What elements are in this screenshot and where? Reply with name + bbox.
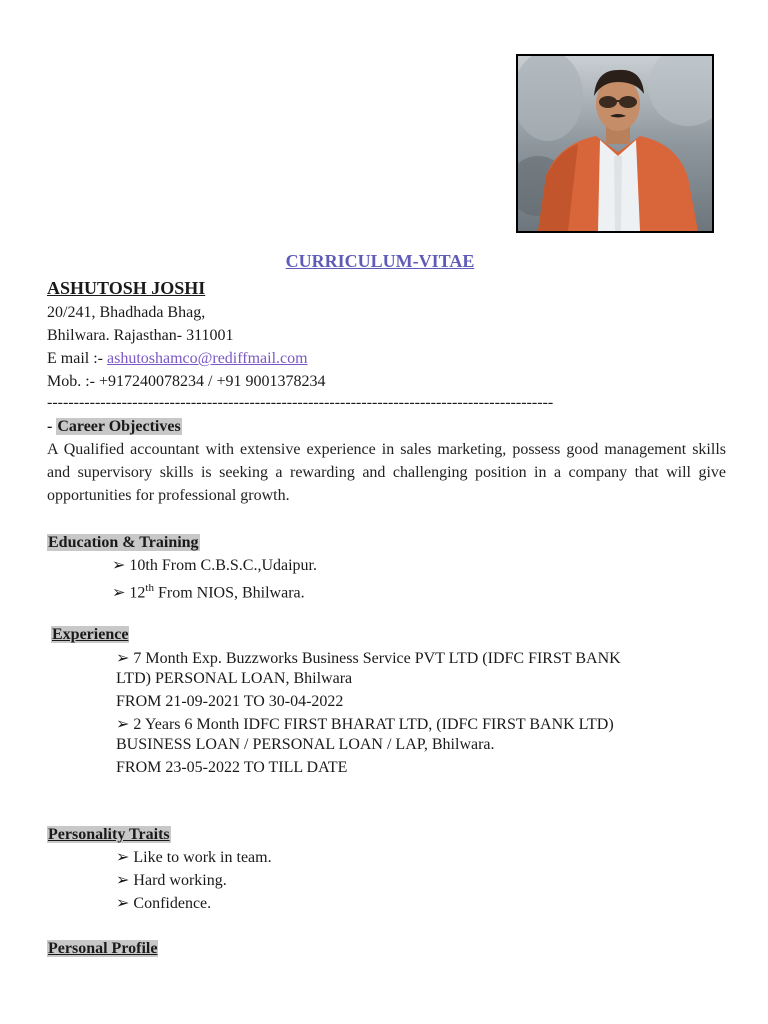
- education-item-superscript: th: [145, 582, 154, 594]
- experience-heading: Experience: [52, 626, 129, 643]
- profile-heading: Personal Profile: [48, 940, 158, 957]
- education-heading: Education & Training: [48, 534, 199, 551]
- trait-item-text: Like to work in team.: [133, 849, 272, 866]
- address-line-2: Bhilwara. Rajasthan- 311001: [47, 327, 234, 344]
- experience-heading-row: [51, 623, 129, 646]
- profile-photo: [516, 54, 714, 233]
- traits-heading-row: [47, 823, 171, 846]
- trait-item: [116, 892, 211, 915]
- education-item-text-post: From NIOS, Bhilwara.: [153, 584, 305, 602]
- trait-item: [116, 846, 272, 869]
- bullet-arrow-icon: ➢: [112, 584, 126, 602]
- bullet-arrow-icon: ➢: [116, 872, 130, 889]
- career-heading: Career Objectives: [57, 418, 181, 435]
- address-line-1: 20/241, Bhadhada Bhag,: [47, 304, 206, 321]
- education-item: [112, 577, 305, 604]
- email-link[interactable]: ashutoshamco@rediffmail.com: [106, 350, 308, 367]
- education-item: [112, 554, 317, 577]
- mobile-row: Mob. :- +917240078234 / +91 9001378234: [47, 373, 326, 390]
- trait-item-text: Hard working.: [133, 872, 227, 889]
- experience-line: LTD) PERSONAL LOAN, Bhilwara: [116, 670, 353, 687]
- career-heading-row: [47, 415, 182, 438]
- person-photo-illustration: [518, 56, 712, 231]
- experience-line: ➢ 7 Month Exp. Buzzworks Business Service PVT LTD (IDFC FIRST BANK: [116, 650, 621, 667]
- experience-line: ➢ 2 Years 6 Month IDFC FIRST BHARAT LTD, (IDFC FIRST BANK LTD): [116, 716, 614, 733]
- email-row: [47, 347, 308, 370]
- profile-heading-row: [47, 937, 158, 960]
- document-title: CURRICULUM-VITAE: [285, 251, 475, 271]
- education-item-text: 10th From C.B.S.C.,Udaipur.: [129, 557, 317, 574]
- experience-line: BUSINESS LOAN / PERSONAL LOAN / LAP, Bhilwara.: [116, 736, 495, 753]
- career-prefix: -: [47, 418, 57, 435]
- trait-item-text: Confidence.: [133, 895, 212, 912]
- email-label: E mail :-: [47, 350, 107, 367]
- bullet-arrow-icon: ➢: [116, 895, 130, 912]
- trait-item: [116, 869, 227, 892]
- bullet-arrow-icon: ➢: [112, 557, 126, 574]
- education-heading-row: [47, 531, 200, 554]
- education-item-text-pre: 12: [129, 584, 146, 602]
- career-objective-text: A Qualified accountant with extensive experience in sales marketing, possess good management skills and supervisory skills is seeking a rewarding and challenging position in a company that will give opportunities for professional growth.: [47, 441, 726, 504]
- bullet-arrow-icon: ➢: [116, 849, 130, 866]
- experience-line: FROM 21-09-2021 TO 30-04-2022: [116, 693, 344, 710]
- experience-line: FROM 23-05-2022 TO TILL DATE: [116, 759, 348, 776]
- traits-heading: Personality Traits: [48, 826, 170, 843]
- candidate-name: ASHUTOSH JOSHI: [47, 278, 206, 298]
- section-divider: -----------------------------------------------------------------------------------------------: [47, 394, 554, 411]
